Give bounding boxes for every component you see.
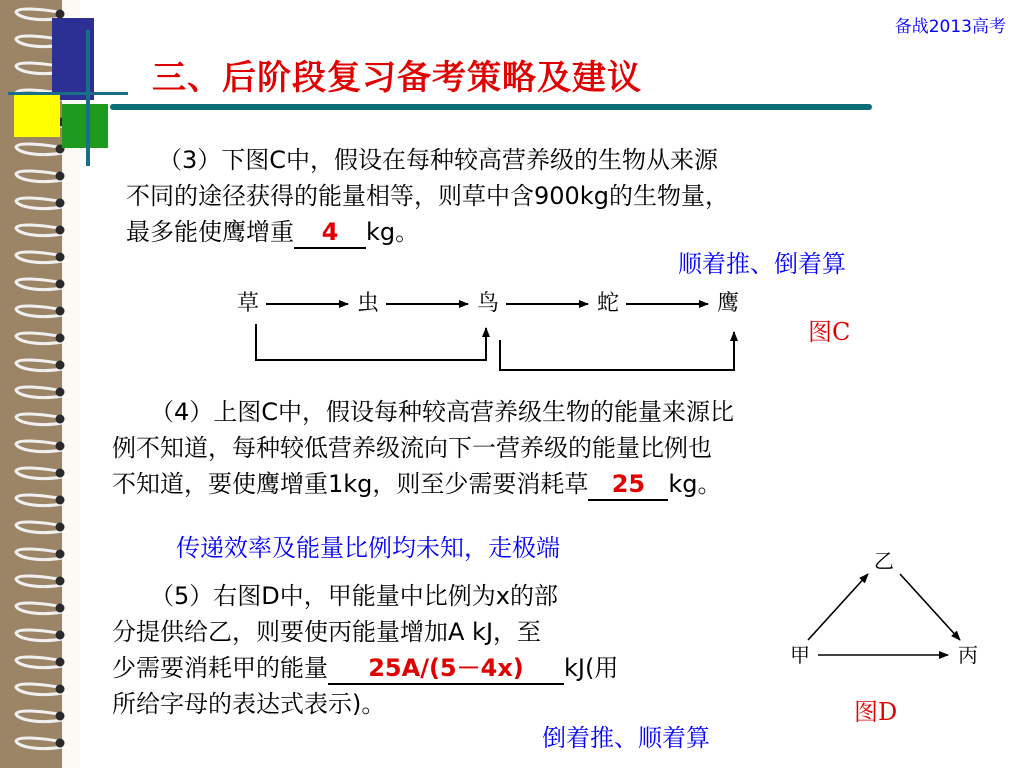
spiral-ring — [16, 738, 62, 749]
q5-answer-blank — [328, 653, 564, 685]
q4-answer-blank — [588, 469, 668, 501]
figure-c-diagram — [230, 280, 760, 380]
spiral-hole — [56, 361, 65, 370]
figure-d-label: 图D — [854, 698, 898, 726]
spiral-hole — [56, 685, 65, 694]
spiral-hole — [56, 523, 65, 532]
spiral-ring — [16, 657, 62, 668]
hint-q4: 传递效率及能量比例均未知，走极端 — [176, 534, 560, 562]
spiral-hole — [56, 550, 65, 559]
question-5 — [150, 578, 558, 614]
spiral-ring — [16, 684, 62, 695]
q3-line3: 最多能使鹰增重 4 kg。 — [126, 214, 729, 250]
spiral-hole — [56, 469, 65, 478]
question-3-cont — [126, 178, 729, 250]
spiral-hole — [56, 604, 65, 613]
q5-line4: 所给字母的表达式表示)。 — [112, 690, 386, 718]
spiral-hole — [56, 388, 65, 397]
spiral-ring — [16, 468, 62, 479]
arrow-yi-bing — [900, 574, 960, 640]
spiral-ring — [16, 252, 62, 263]
node-bing: 丙 — [958, 643, 978, 667]
title-underline — [110, 104, 872, 110]
spiral-ring — [16, 576, 62, 587]
spiral-hole — [56, 442, 65, 451]
spiral-ring — [16, 333, 62, 344]
slide-title: 三、后阶段复习备考策略及建议 — [152, 58, 642, 98]
node-bird: 鸟 — [476, 291, 500, 316]
hint-q3: 顺着推、倒着算 — [678, 250, 846, 278]
spiral-hole — [56, 415, 65, 424]
spiral-hole — [56, 334, 65, 343]
hint-q5: 倒着推、顺着算 — [542, 724, 710, 752]
spiral-ring — [16, 279, 62, 290]
q4-line3: 不知道，要使鹰增重1kg，则至少需要消耗草 25 kg。 — [112, 466, 722, 502]
figure-d-diagram — [780, 540, 990, 680]
spiral-ring — [16, 225, 62, 236]
spiral-hole — [56, 631, 65, 640]
slide-tag: 备战2013高考 — [894, 17, 1006, 37]
node-snake: 蛇 — [596, 291, 620, 316]
spiral-hole — [56, 496, 65, 505]
spiral-ring — [16, 441, 62, 452]
node-grass: 草 — [236, 291, 260, 316]
spiral-hole — [56, 253, 65, 262]
node-yi: 乙 — [874, 549, 894, 573]
spiral-ring — [16, 360, 62, 371]
spiral-ring — [16, 387, 62, 398]
arrow-grass-bird — [256, 324, 486, 360]
spiral-hole — [56, 739, 65, 748]
q5-answer: 25A/(5－4x) — [368, 654, 524, 682]
arrow-bird-eagle — [500, 332, 734, 370]
decor-squares — [0, 0, 140, 170]
q3-answer: 4 — [321, 218, 339, 246]
question-4 — [150, 394, 734, 430]
q5-line1: （5）右图D中，甲能量中比例为x的部 — [150, 582, 558, 610]
spiral-hole — [56, 172, 65, 181]
q4-answer: 25 — [611, 470, 646, 498]
spiral-hole — [56, 226, 65, 235]
spiral-hole — [56, 280, 65, 289]
q3-line2: 不同的途径获得的能量相等，则草中含900kg的生物量， — [126, 182, 729, 210]
spiral-hole — [56, 307, 65, 316]
spiral-ring — [16, 711, 62, 722]
question-3 — [158, 142, 718, 178]
question-5-cont — [112, 614, 618, 722]
spiral-ring — [16, 549, 62, 560]
q5-line2: 分提供给乙，则要使丙能量增加A kJ，至 — [112, 618, 542, 646]
spiral-hole — [56, 658, 65, 667]
spiral-hole — [56, 712, 65, 721]
spiral-ring — [16, 603, 62, 614]
spiral-ring — [16, 630, 62, 641]
node-eagle: 鹰 — [716, 291, 740, 316]
spiral-ring — [16, 171, 62, 182]
q5-line3: 少需要消耗甲的能量 25A/(5－4x) kJ(用 — [112, 650, 618, 686]
spiral-ring — [16, 306, 62, 317]
spiral-ring — [16, 522, 62, 533]
q4-line1: （4）上图C中，假设每种较高营养级生物的能量来源比 — [150, 398, 735, 426]
q3-line1: （3）下图C中，假设在每种较高营养级的生物从来源 — [158, 146, 719, 174]
spiral-ring — [16, 414, 62, 425]
arrow-jia-yi — [808, 574, 868, 640]
spiral-ring — [16, 198, 62, 209]
q3-answer-blank — [294, 217, 366, 249]
node-jia: 甲 — [790, 643, 810, 667]
figure-c-label: 图C — [808, 318, 851, 346]
node-insect: 虫 — [356, 291, 380, 316]
spiral-hole — [56, 199, 65, 208]
q4-line2: 例不知道，每种较低营养级流向下一营养级的能量比例也 — [112, 434, 712, 462]
question-4-cont — [112, 430, 722, 502]
spiral-ring — [16, 495, 62, 506]
spiral-hole — [56, 577, 65, 586]
